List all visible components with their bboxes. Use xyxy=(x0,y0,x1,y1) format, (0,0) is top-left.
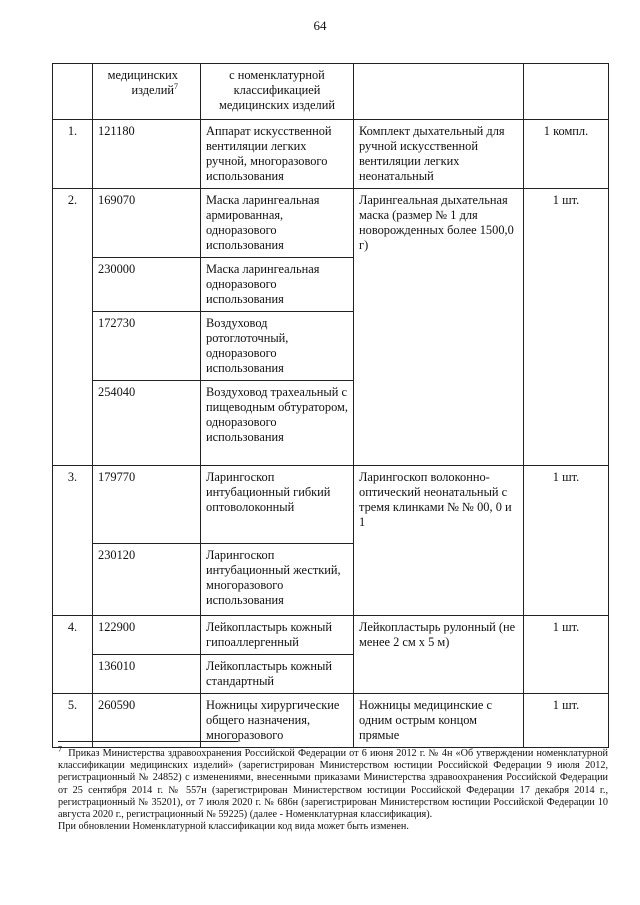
table-row xyxy=(53,694,609,748)
table-row xyxy=(53,189,609,258)
quantity: 1 шт. xyxy=(524,466,609,616)
footnote-note: При обновлении Номенклатурной классификации код вида может быть изменен. xyxy=(58,821,409,833)
row-number: 1. xyxy=(53,120,93,189)
device-name: Воздуховод трахеальный с пищеводным обтуратором, одноразового использования xyxy=(201,381,354,466)
header-cell-code xyxy=(93,64,201,120)
classification-code: 172730 xyxy=(93,312,201,381)
device-name: Маска ларингеальная одноразового использования xyxy=(201,258,354,312)
row-number: 2. xyxy=(53,189,93,466)
footnote-marker: 7 xyxy=(58,744,62,754)
device-name: Воздуховод ротоглоточный, одноразового использования xyxy=(201,312,354,381)
header-cell-name: с номенклатурной классификацией медицинских изделий xyxy=(201,64,354,120)
header-row xyxy=(53,64,609,120)
device-name: Маска ларингеальная армированная, одноразового использования xyxy=(201,189,354,258)
classification-code: 230000 xyxy=(93,258,201,312)
device-name: Ножницы хирургические общего назначения, многоразового xyxy=(201,694,354,748)
classification-code: 122900 xyxy=(93,616,201,655)
footnote-body: Приказ Министерства здравоохранения Российской Федерации от 6 июня 2012 г. № 4н «Об утверждении номенклатурной классификации медицинских изделий» (зарегистрирован Министерством юстиции Российской Федерации 9 июля 2012, регистрационный № 24852) с изменениями, внесенными приказами Министерства здравоохранения Российской Федерации от 25 сентября 2014 г. № 557н (зарегистрирован Министерством юстиции Российской Федерации 17 декабря 2014 г., регистрационный № 35201), от 7 июля 2020 г. № 686н (зарегистрирован Министерством юстиции Российской Федерации 10 августа 2020 г., регистрационный № 59225) (далее - Номенклатурная классификация). xyxy=(58,748,609,821)
classification-code: 254040 xyxy=(93,381,201,466)
quantity: 1 компл. xyxy=(524,120,609,189)
classification-code: 121180 xyxy=(93,120,201,189)
device-description: Ларингоскоп волоконно-оптический неонатальный с тремя клинками № № 00, 0 и 1 xyxy=(354,466,524,616)
footnote-ref: 7 xyxy=(174,81,178,91)
quantity: 1 шт. xyxy=(524,189,609,466)
row-number: 4. xyxy=(53,616,93,694)
footnote-separator xyxy=(58,741,238,742)
page-number: 64 xyxy=(313,18,327,33)
row-number: 5. xyxy=(53,694,93,748)
table-row xyxy=(53,466,609,544)
footnote xyxy=(58,744,609,833)
device-name: Ларингоскоп интубационный жесткий, многоразового использования xyxy=(201,544,354,616)
header-code-label: медицинских изделий xyxy=(107,68,178,97)
device-name: Лейкопластырь кожный гипоаллергенный xyxy=(201,616,354,655)
device-description: Лейкопластырь рулонный (не менее 2 см х 5 м) xyxy=(354,616,524,694)
device-description: Комплект дыхательный для ручной искусственной вентиляции легких неонатальный xyxy=(354,120,524,189)
device-description: Ларингеальная дыхательная маска (размер № 1 для новорожденных более 1500,0 г) xyxy=(354,189,524,466)
classification-code: 136010 xyxy=(93,655,201,694)
classification-code: 169070 xyxy=(93,189,201,258)
table-row xyxy=(53,616,609,655)
header-cell-description xyxy=(354,64,524,120)
device-name: Ларингоскоп интубационный гибкий оптоволоконный xyxy=(201,466,354,544)
row-number: 3. xyxy=(53,466,93,616)
header-cell-num xyxy=(53,64,93,120)
equipment-table xyxy=(52,63,609,748)
device-description: Ножницы медицинские с одним острым концом прямые xyxy=(354,694,524,748)
table-row xyxy=(53,120,609,189)
classification-code: 230120 xyxy=(93,544,201,616)
quantity: 1 шт. xyxy=(524,616,609,694)
quantity: 1 шт. xyxy=(524,694,609,748)
classification-code: 260590 xyxy=(93,694,201,748)
classification-code: 179770 xyxy=(93,466,201,544)
footnote-text xyxy=(58,744,609,821)
device-name: Лейкопластырь кожный стандартный xyxy=(201,655,354,694)
device-name: Аппарат искусственной вентиляции легких ручной, многоразового использования xyxy=(201,120,354,189)
header-cell-quantity xyxy=(524,64,609,120)
